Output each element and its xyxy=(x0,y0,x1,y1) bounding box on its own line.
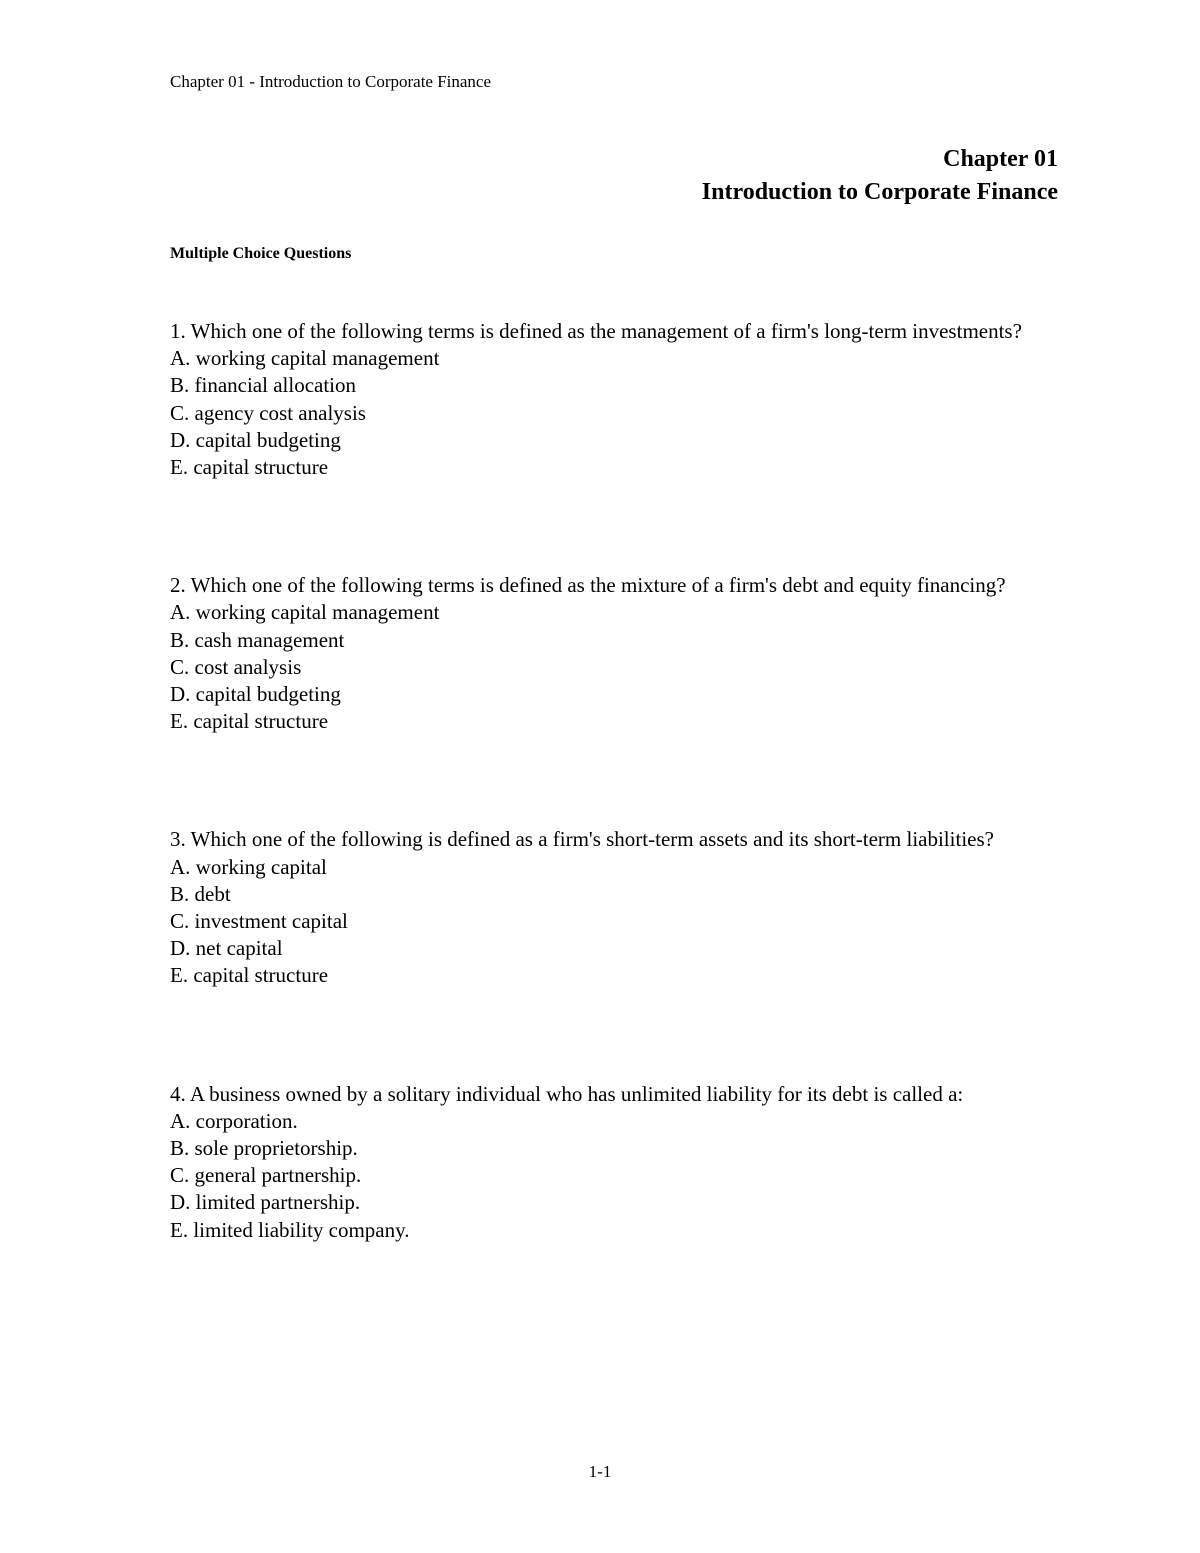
question-3 xyxy=(170,826,1050,989)
question-1 xyxy=(170,318,1050,481)
answer-option: A. corporation. xyxy=(170,1108,298,1133)
answer-option: D. limited partnership. xyxy=(170,1190,361,1215)
answer-option: B. financial allocation xyxy=(170,373,357,398)
question-stem: 4. A business owned by a solitary individual who has unlimited liability for its debt is called a: xyxy=(170,1081,964,1106)
answer-option: D. capital budgeting xyxy=(170,427,341,452)
answer-option: C. general partnership. xyxy=(170,1163,362,1188)
chapter-title: Introduction to Corporate Finance xyxy=(701,179,1058,205)
running-header: Chapter 01 - Introduction to Corporate Finance xyxy=(170,72,492,91)
answer-option: C. cost analysis xyxy=(170,654,302,679)
answer-option: D. net capital xyxy=(170,936,283,961)
chapter-title-block xyxy=(702,143,1058,209)
chapter-number: Chapter 01 xyxy=(943,146,1058,172)
question-list xyxy=(170,318,1050,1244)
question-2 xyxy=(170,572,1050,735)
answer-option: E. capital structure xyxy=(170,455,329,480)
answer-option: D. capital budgeting xyxy=(170,682,341,707)
answer-option: B. debt xyxy=(170,881,231,906)
question-stem: 1. Which one of the following terms is defined as the management of a firm's long-term investments? xyxy=(170,319,1022,343)
answer-option: C. investment capital xyxy=(170,909,348,934)
answer-option: B. sole proprietorship. xyxy=(170,1136,358,1161)
question-stem: 2. Which one of the following terms is defined as the mixture of a firm's debt and equity financing? xyxy=(170,573,1006,598)
answer-option: B. cash management xyxy=(170,627,345,652)
answer-option: C. agency cost analysis xyxy=(170,400,366,425)
answer-option: E. capital structure xyxy=(170,963,329,988)
answer-option: A. working capital management xyxy=(170,600,440,625)
question-4 xyxy=(170,1081,1050,1244)
page-number: 1-1 xyxy=(588,1462,612,1481)
section-heading: Multiple Choice Questions xyxy=(170,245,352,262)
answer-option: A. working capital xyxy=(170,854,327,879)
question-stem: 3. Which one of the following is defined as a firm's short-term assets and its short-term liabilities? xyxy=(170,827,994,852)
answer-option: E. limited liability company. xyxy=(170,1217,410,1242)
answer-option: A. working capital management xyxy=(170,346,440,371)
answer-option: E. capital structure xyxy=(170,709,329,734)
